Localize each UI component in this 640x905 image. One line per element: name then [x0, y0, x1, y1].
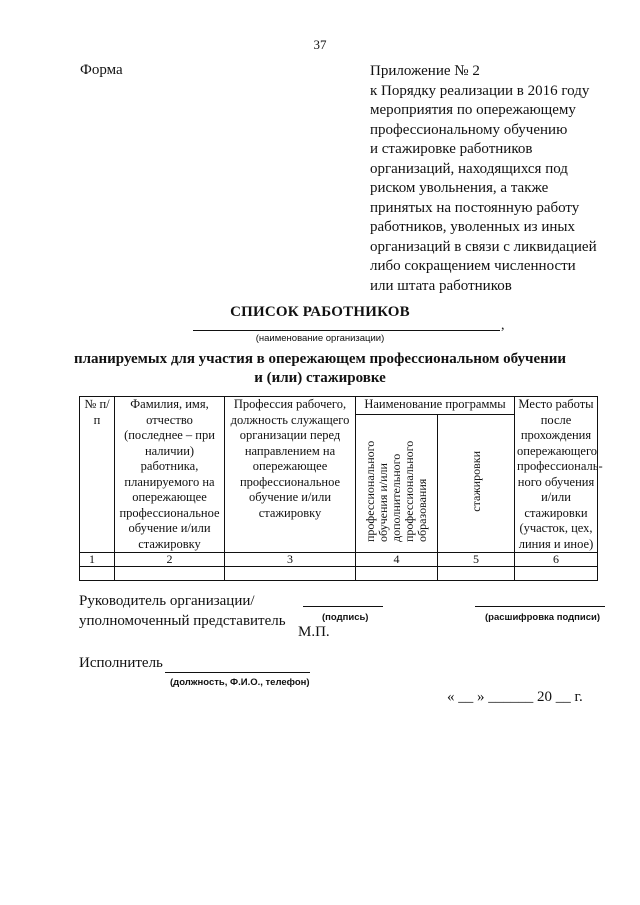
header-full-name: Фамилия, имя, отчество (последнее – при наличии) работника, планируемого на опережающее профессиональное обучение и/или стажировку	[115, 397, 225, 553]
page-number: 37	[313, 37, 327, 52]
document-subtitle	[0, 350, 640, 388]
appendix-line: организаций в связи с ликвидацией	[370, 238, 597, 255]
header-number: № п/п	[80, 397, 115, 553]
column-number: 3	[225, 553, 356, 567]
appendix-line: либо сокращением численности	[370, 258, 576, 274]
header-internship-text: стажировки	[468, 450, 483, 512]
appendix-line: принятых на постоянную работу	[370, 199, 580, 216]
appendix-line: мероприятия по опережающему	[370, 102, 576, 118]
table-cell[interactable]	[80, 567, 115, 581]
header-professional-training-text: профессионального обучения и/или дополнительного профессионального образования	[363, 440, 429, 543]
signatory-line-2: уполномоченный представитель	[79, 613, 286, 629]
column-number: 4	[356, 553, 438, 567]
signature-decode-caption: (расшифровка подписи)	[485, 612, 601, 623]
column-number: 1	[80, 553, 115, 567]
table-cell[interactable]	[356, 567, 438, 581]
workers-table	[79, 396, 603, 581]
header-program-name: Наименование программы	[356, 397, 515, 415]
signature-line[interactable]	[303, 606, 383, 607]
stamp-place: М.П.	[298, 624, 330, 640]
appendix-line: к Порядку реализации в 2016 году	[370, 82, 590, 99]
column-number: 5	[438, 553, 515, 567]
document-title: СПИСОК РАБОТНИКОВ	[230, 304, 410, 320]
appendix-line: профессиональному обучению	[370, 121, 568, 138]
appendix-line: Приложение № 2	[370, 63, 480, 79]
organization-comma: ,	[501, 318, 505, 333]
table-cell[interactable]	[515, 567, 598, 581]
table-row	[80, 567, 598, 581]
subtitle-line-1: планируемых для участия в опережающем профессиональном обучении	[73, 351, 567, 367]
signature-caption: (подпись)	[322, 612, 369, 623]
date-line[interactable]: « __ » ______ 20 __ г.	[447, 689, 583, 705]
subtitle-line-2: и (или) стажировке	[254, 370, 386, 386]
appendix-line: организаций, находящихся под	[370, 160, 568, 177]
signature-decode-line[interactable]	[475, 606, 605, 607]
header-workplace: Место работы после прохождения опережающего профессиональ-ного обучения и/или стажировки (участок, цех, линия и иное)	[515, 397, 598, 553]
executor-caption: (должность, Ф.И.О., телефон)	[170, 677, 310, 688]
appendix-block	[370, 62, 597, 296]
table-cell[interactable]	[438, 567, 515, 581]
executor-line[interactable]	[165, 672, 310, 673]
column-number: 2	[115, 553, 225, 567]
form-label: Форма	[80, 62, 123, 78]
header-profession: Профессия рабочего, должность служащего организации перед направлением на опережающее профессиональное обучение и/или стажировку	[225, 397, 356, 553]
table-cell[interactable]	[225, 567, 356, 581]
appendix-line: или штата работников	[370, 277, 512, 294]
organization-name-line[interactable]	[193, 330, 500, 331]
appendix-line: и стажировке работников	[370, 141, 533, 157]
signatory-label	[79, 591, 286, 631]
signatory-line-1: Руководитель организации/	[79, 593, 255, 609]
appendix-line: работников, уволенных из иных	[370, 219, 575, 235]
organization-caption: (наименование организации)	[255, 333, 385, 344]
column-number: 6	[515, 553, 598, 567]
executor-label: Исполнитель	[79, 655, 163, 671]
column-numbers-row	[80, 553, 598, 567]
header-professional-training	[356, 414, 438, 552]
table-header-row	[80, 397, 598, 415]
table-cell[interactable]	[115, 567, 225, 581]
appendix-line: риском увольнения, а также	[370, 180, 549, 196]
header-internship	[438, 414, 515, 552]
